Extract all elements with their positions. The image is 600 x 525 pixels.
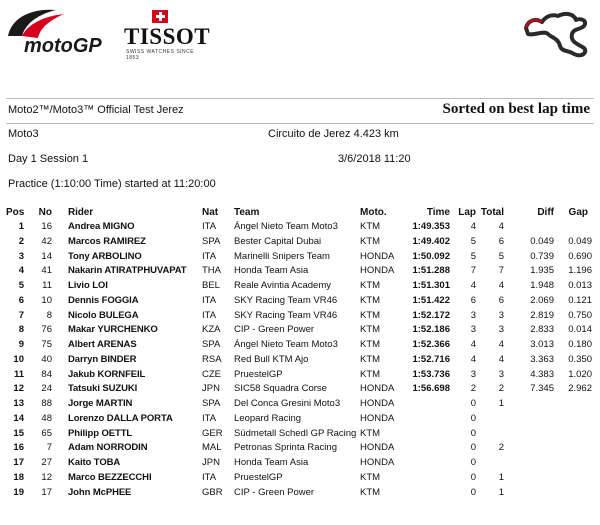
cell-time: 1:52.366 [412, 339, 450, 350]
cell-rider: Tony ARBOLINO [68, 250, 142, 262]
col-team: Team [234, 207, 260, 218]
cell-total: 7 [498, 265, 504, 277]
cell-moto: HONDA [360, 457, 395, 468]
cell-nat: SPA [202, 339, 221, 350]
cell-nat: ITA [202, 412, 217, 424]
cell-gap: 0.014 [568, 324, 592, 336]
cell-no: 8 [46, 309, 52, 321]
cell-pos: 9 [18, 339, 24, 350]
category-label: Moto3 [8, 128, 39, 140]
cell-nat: KZA [202, 324, 221, 336]
table-row [6, 471, 594, 486]
cell-team: PruestelGP [234, 471, 283, 483]
cell-team: Marinelli Snipers Team [234, 250, 330, 262]
cell-team: Leopard Racing [234, 412, 302, 424]
cell-rider: Marco BEZZECCHI [68, 471, 152, 483]
cell-moto: HONDA [360, 265, 395, 277]
cell-diff: 7.345 [530, 383, 554, 395]
cell-pos: 6 [18, 294, 24, 306]
cell-nat: GBR [202, 486, 223, 498]
cell-total: 3 [498, 324, 504, 336]
table-row [6, 279, 594, 294]
cell-total: 1 [498, 471, 504, 483]
cell-no: 88 [41, 398, 52, 409]
cell-no: 42 [41, 235, 52, 247]
cell-lap: 5 [470, 235, 476, 247]
cell-moto: HONDA [360, 383, 395, 395]
cell-nat: MAL [202, 442, 222, 454]
cell-moto: HONDA [360, 250, 395, 262]
cell-moto: KTM [360, 324, 381, 336]
col-pos: Pos [6, 207, 25, 218]
cell-total: 1 [498, 398, 504, 409]
cell-nat: THA [202, 265, 221, 277]
cell-lap: 4 [470, 353, 476, 365]
cell-gap: 0.690 [568, 250, 592, 262]
table-row [6, 368, 594, 383]
col-gap: Gap [568, 207, 588, 218]
cell-pos: 1 [18, 221, 24, 232]
cell-lap: 3 [470, 309, 476, 321]
table-row [6, 309, 594, 324]
session-name: Day 1 Session 1 [8, 153, 89, 165]
cell-team: SKY Racing Team VR46 [234, 309, 338, 321]
cell-team: Ángel Nieto Team Moto3 [234, 339, 338, 350]
cell-moto: HONDA [360, 412, 395, 424]
cell-moto: KTM [360, 280, 381, 291]
cell-nat: BEL [202, 280, 220, 291]
col-diff: Diff [537, 207, 554, 218]
table-row [6, 264, 594, 279]
results-table [6, 206, 594, 500]
cell-rider: Nakarin ATIRATPHUVAPAT [68, 265, 187, 277]
cell-nat: RSA [202, 353, 222, 365]
table-row [6, 382, 594, 397]
cell-rider: Jorge MARTIN [68, 398, 133, 409]
cell-total: 6 [498, 235, 504, 247]
cell-gap: 0.049 [568, 235, 592, 247]
col-nat: Nat [202, 207, 219, 218]
col-no: No [38, 207, 52, 218]
cell-no: 17 [41, 486, 52, 498]
tissot-wordmark: TISSOT [124, 24, 211, 49]
cell-no: 10 [41, 294, 52, 306]
cell-total: 2 [498, 442, 504, 454]
col-lap: Lap [458, 207, 476, 218]
cell-total: 5 [498, 250, 504, 262]
motogp-logo [4, 6, 116, 58]
cell-diff: 1.935 [530, 265, 554, 277]
cell-diff: 2.069 [530, 294, 554, 306]
cell-time: 1:52.172 [412, 309, 450, 321]
cell-gap: 0.750 [568, 309, 592, 321]
cell-gap: 1.020 [568, 368, 592, 380]
cell-time: 1:51.422 [412, 294, 450, 306]
cell-nat: GER [202, 427, 223, 439]
cell-no: 48 [41, 412, 52, 424]
cell-total: 3 [498, 309, 504, 321]
cell-rider: Marcos RAMIREZ [68, 235, 146, 247]
cell-nat: ITA [202, 471, 217, 483]
cell-diff: 2.833 [530, 324, 554, 336]
cell-rider: Adam NORRODIN [68, 442, 148, 454]
table-row [6, 441, 594, 456]
col-time: Time [426, 207, 450, 218]
cell-lap: 0 [470, 486, 476, 498]
cell-lap: 0 [470, 412, 476, 424]
cell-pos: 17 [13, 457, 24, 468]
table-row [6, 412, 594, 427]
table-row [6, 486, 594, 501]
cell-team: PruestelGP [234, 368, 283, 380]
cell-pos: 2 [18, 235, 24, 247]
cell-time: 1:51.288 [412, 265, 450, 277]
cell-nat: JPN [202, 457, 220, 468]
cell-team: Del Conca Gresini Moto3 [234, 398, 341, 409]
cell-total: 4 [498, 339, 504, 350]
cell-time: 1:51.301 [412, 280, 450, 291]
cell-no: 75 [41, 339, 52, 350]
table-row [6, 353, 594, 368]
cell-lap: 3 [470, 368, 476, 380]
cell-lap: 0 [470, 398, 476, 409]
cell-moto: KTM [360, 427, 381, 439]
cell-diff: 3.363 [530, 353, 554, 365]
cell-pos: 12 [13, 383, 24, 395]
cell-pos: 15 [13, 427, 24, 439]
cell-rider: Tatsuki SUZUKI [68, 383, 138, 395]
cell-moto: HONDA [360, 398, 395, 409]
cell-rider: John McPHEE [68, 486, 132, 498]
cell-rider: Makar YURCHENKO [68, 324, 158, 336]
cell-no: 84 [41, 368, 52, 380]
cell-rider: Nicolo BULEGA [68, 309, 139, 321]
cell-rider: Livio LOI [68, 280, 108, 291]
cell-moto: KTM [360, 309, 381, 321]
table-row [6, 220, 594, 235]
cell-no: 65 [41, 427, 52, 439]
cell-moto: KTM [360, 221, 381, 232]
cell-pos: 13 [13, 398, 24, 409]
cell-team: SIC58 Squadra Corse [234, 383, 327, 395]
table-row [6, 338, 594, 353]
cell-time: 1:53.736 [412, 368, 450, 380]
tissot-logo [124, 10, 211, 61]
cell-gap: 0.121 [568, 294, 592, 306]
table-row [6, 235, 594, 250]
table-row [6, 456, 594, 471]
cell-team: Reale Avintia Academy [234, 280, 331, 291]
sort-label: Sorted on best lap time [442, 101, 590, 117]
cell-pos: 7 [18, 309, 24, 321]
cell-lap: 6 [470, 294, 476, 306]
cell-pos: 18 [13, 471, 24, 483]
cell-gap: 2.962 [568, 383, 592, 395]
cell-total: 6 [498, 294, 504, 306]
cell-pos: 11 [13, 368, 24, 380]
cell-no: 27 [41, 457, 52, 468]
cell-time: 1:52.186 [412, 324, 450, 336]
cell-moto: KTM [360, 235, 381, 247]
cell-diff: 3.013 [530, 339, 554, 350]
cell-lap: 0 [470, 442, 476, 454]
track-map-icon [522, 8, 598, 62]
cell-gap: 0.350 [568, 353, 592, 365]
cell-team: CIP - Green Power [234, 324, 315, 336]
cell-total: 4 [498, 221, 504, 232]
practice-info: Practice (1:10:00 Time) started at 11:20:00 [8, 178, 216, 190]
cell-total: 3 [498, 368, 504, 380]
cell-team: Petronas Sprinta Racing [234, 442, 337, 454]
cell-moto: KTM [360, 339, 381, 350]
cell-diff: 0.049 [530, 235, 554, 247]
cell-total: 1 [498, 486, 504, 498]
cell-lap: 4 [470, 221, 476, 232]
cell-rider: Kaito TOBA [68, 457, 121, 468]
table-row [6, 323, 594, 338]
cell-total: 4 [498, 353, 504, 365]
cell-moto: HONDA [360, 442, 395, 454]
cell-lap: 7 [470, 265, 476, 277]
cell-rider: Jakub KORNFEIL [68, 368, 146, 380]
cell-lap: 0 [470, 427, 476, 439]
cell-lap: 0 [470, 471, 476, 483]
swiss-cross-icon [152, 10, 168, 23]
cell-total: 2 [498, 383, 504, 395]
col-moto: Moto. [360, 207, 387, 218]
cell-rider: Philipp OETTL [68, 427, 133, 439]
cell-lap: 4 [470, 280, 476, 291]
cell-pos: 19 [13, 486, 24, 498]
circuit-label: Circuito de Jerez 4.423 km [268, 128, 399, 140]
cell-no: 76 [41, 324, 52, 336]
cell-no: 24 [41, 383, 52, 395]
cell-moto: KTM [360, 486, 381, 498]
cell-time: 1:50.092 [412, 250, 450, 262]
cell-no: 14 [41, 250, 52, 262]
cell-total: 4 [498, 280, 504, 291]
cell-lap: 5 [470, 250, 476, 262]
cell-nat: CZE [202, 368, 221, 380]
cell-diff: 1.948 [530, 280, 554, 291]
cell-team: Honda Team Asia [234, 457, 309, 468]
cell-team: CIP - Green Power [234, 486, 315, 498]
table-header [6, 206, 594, 220]
cell-rider: Albert ARENAS [68, 339, 137, 350]
session-datetime: 3/6/2018 11:20 [338, 153, 411, 165]
cell-gap: 0.013 [568, 280, 592, 291]
cell-no: 7 [46, 442, 52, 454]
cell-rider: Darryn BINDER [68, 353, 137, 365]
cell-no: 41 [41, 265, 52, 277]
cell-lap: 3 [470, 324, 476, 336]
cell-rider: Lorenzo DALLA PORTA [68, 412, 173, 424]
cell-pos: 8 [18, 324, 24, 336]
cell-moto: KTM [360, 353, 381, 365]
cell-pos: 16 [13, 442, 24, 454]
cell-no: 40 [41, 353, 52, 365]
table-row [6, 250, 594, 265]
cell-moto: KTM [360, 471, 381, 483]
cell-gap: 1.196 [568, 265, 592, 277]
cell-gap: 0.180 [568, 339, 592, 350]
event-title: Moto2™/Moto3™ Official Test Jerez [8, 104, 184, 116]
cell-nat: ITA [202, 294, 217, 306]
col-total: Total [480, 207, 504, 218]
cell-team: SKY Racing Team VR46 [234, 294, 338, 306]
cell-lap: 0 [470, 457, 476, 468]
cell-no: 16 [41, 221, 52, 232]
cell-pos: 14 [13, 412, 24, 424]
cell-pos: 5 [18, 280, 24, 291]
cell-nat: ITA [202, 309, 217, 321]
table-row [6, 397, 594, 412]
cell-moto: KTM [360, 368, 381, 380]
cell-pos: 3 [18, 250, 24, 262]
cell-nat: ITA [202, 250, 217, 262]
cell-diff: 4.383 [530, 368, 554, 380]
cell-team: Südmetall Schedl GP Racing [234, 427, 357, 439]
cell-lap: 2 [470, 383, 476, 395]
title-bar [6, 98, 594, 124]
cell-lap: 4 [470, 339, 476, 350]
cell-no: 12 [41, 471, 52, 483]
cell-pos: 4 [18, 265, 24, 277]
cell-nat: JPN [202, 383, 220, 395]
cell-nat: SPA [202, 235, 221, 247]
table-body [6, 220, 594, 500]
cell-moto: KTM [360, 294, 381, 306]
cell-time: 1:52.716 [412, 353, 450, 365]
cell-time: 1:56.698 [412, 383, 450, 395]
table-row [6, 294, 594, 309]
cell-team: Honda Team Asia [234, 265, 309, 277]
tissot-tagline: SWISS WATCHES SINCE 1853 [126, 49, 195, 61]
cell-nat: SPA [202, 398, 221, 409]
cell-team: Ángel Nieto Team Moto3 [234, 221, 338, 232]
cell-nat: ITA [202, 221, 217, 232]
table-row [6, 427, 594, 442]
cell-time: 1:49.402 [412, 235, 450, 247]
cell-rider: Andrea MIGNO [68, 221, 135, 232]
cell-no: 11 [42, 280, 52, 291]
cell-team: Red Bull KTM Ajo [234, 353, 309, 365]
cell-team: Bester Capital Dubai [234, 235, 322, 247]
cell-time: 1:49.353 [412, 221, 450, 232]
cell-diff: 0.739 [530, 250, 554, 262]
col-rider: Rider [68, 207, 94, 218]
motogp-wordmark: motoGP [24, 35, 102, 57]
cell-diff: 2.819 [530, 309, 554, 321]
cell-rider: Dennis FOGGIA [68, 294, 139, 306]
cell-pos: 10 [13, 353, 24, 365]
